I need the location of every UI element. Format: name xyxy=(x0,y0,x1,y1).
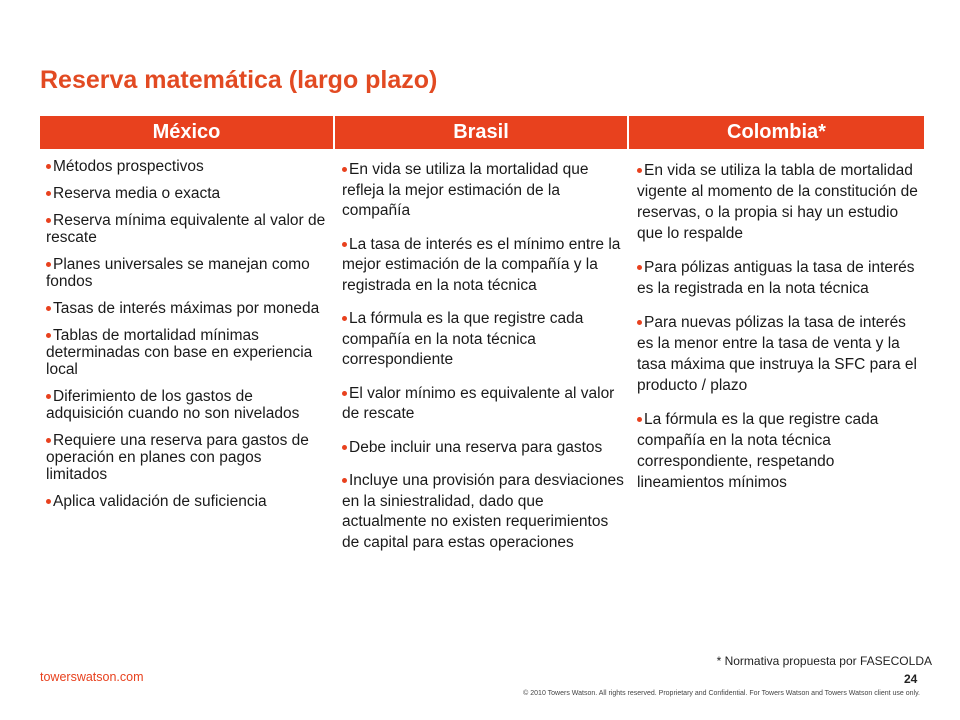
bullet-icon xyxy=(637,168,642,173)
bullet-item: Diferimiento de los gastos de adquisición cuando no son nivelados xyxy=(46,388,300,422)
bullet-list-brasil xyxy=(342,160,624,553)
bullet-icon xyxy=(46,191,51,196)
bullet-item: Para pólizas antiguas la tasa de interés es la registrada en la nota técnica xyxy=(637,259,915,297)
bullet-icon xyxy=(46,333,51,338)
bullet-icon xyxy=(46,218,51,223)
bullet-item: Incluye una provisión para desviaciones en la siniestralidad, dado que actualmente no existen requerimientos de capital para estas operaciones xyxy=(342,472,624,551)
column-colombia xyxy=(637,160,922,506)
bullet-icon xyxy=(46,164,51,169)
brand-link: towerswatson.com xyxy=(40,670,144,684)
bullet-item: Tasas de interés máximas por moneda xyxy=(46,300,326,317)
page-title: Reserva matemática (largo plazo) xyxy=(40,66,438,94)
bullet-item: Planes universales se manejan como fondos xyxy=(46,256,310,290)
bullet-item: Aplica validación de suficiencia xyxy=(46,493,326,510)
bullet-icon xyxy=(637,320,642,325)
bullet-item: La fórmula es la que registre cada compañía en la nota técnica correspondiente xyxy=(342,310,584,368)
bullet-icon xyxy=(46,499,51,504)
bullet-icon xyxy=(46,394,51,399)
copyright-notice: © 2010 Towers Watson. All rights reserved. Proprietary and Confidential. For Towers Watson and Towers Watson client use only. xyxy=(523,690,920,697)
bullet-item: Métodos prospectivos xyxy=(46,158,326,175)
bullet-icon xyxy=(342,242,347,247)
bullet-item: Reserva mínima equivalente al valor de rescate xyxy=(46,212,326,246)
bullet-item: Debe incluir una reserva para gastos xyxy=(342,438,624,459)
bullet-icon xyxy=(46,438,51,443)
column-header-mexico: México xyxy=(40,116,333,149)
bullet-item: Tablas de mortalidad mínimas determinadas con base en experiencia local xyxy=(46,327,313,378)
bullet-item: Para nuevas pólizas la tasa de interés es la menor entre la tasa de venta y la tasa máxima que instruya la SFC para el producto / plazo xyxy=(637,314,917,394)
bullet-item: En vida se utiliza la tabla de mortalidad vigente al momento de la constitución de reservas, o la propia si hay un estudio que lo respalde xyxy=(637,162,918,242)
column-header-brasil: Brasil xyxy=(335,116,627,149)
bullet-icon xyxy=(637,417,642,422)
bullet-icon xyxy=(342,316,347,321)
bullet-icon xyxy=(342,478,347,483)
bullet-list-colombia xyxy=(637,160,922,493)
bullet-item: Requiere una reserva para gastos de operación en planes con pagos limitados xyxy=(46,432,309,483)
bullet-item: La tasa de interés es el mínimo entre la mejor estimación de la compañía y la registrada en la nota técnica xyxy=(342,235,621,294)
column-brasil xyxy=(342,160,624,566)
bullet-icon xyxy=(342,167,347,172)
bullet-item: El valor mínimo es equivalente al valor de rescate xyxy=(342,384,615,422)
bullet-icon xyxy=(637,265,642,270)
bullet-icon xyxy=(46,306,51,311)
page-number: 24 xyxy=(904,672,918,686)
bullet-item: La fórmula es la que registre cada compañía en la nota técnica correspondiente, respetando lineamientos mínimos xyxy=(637,411,879,491)
bullet-list-mexico xyxy=(46,158,326,510)
bullet-item: En vida se utiliza la mortalidad que refleja la mejor estimación de la compañía xyxy=(342,161,589,219)
column-header-colombia: Colombia* xyxy=(629,116,924,149)
bullet-icon xyxy=(46,262,51,267)
footnote: * Normativa propuesta por FASECOLDA xyxy=(716,654,932,668)
column-mexico xyxy=(46,158,326,520)
bullet-icon xyxy=(342,391,347,396)
bullet-item: Reserva media o exacta xyxy=(46,185,326,202)
bullet-icon xyxy=(342,445,347,450)
